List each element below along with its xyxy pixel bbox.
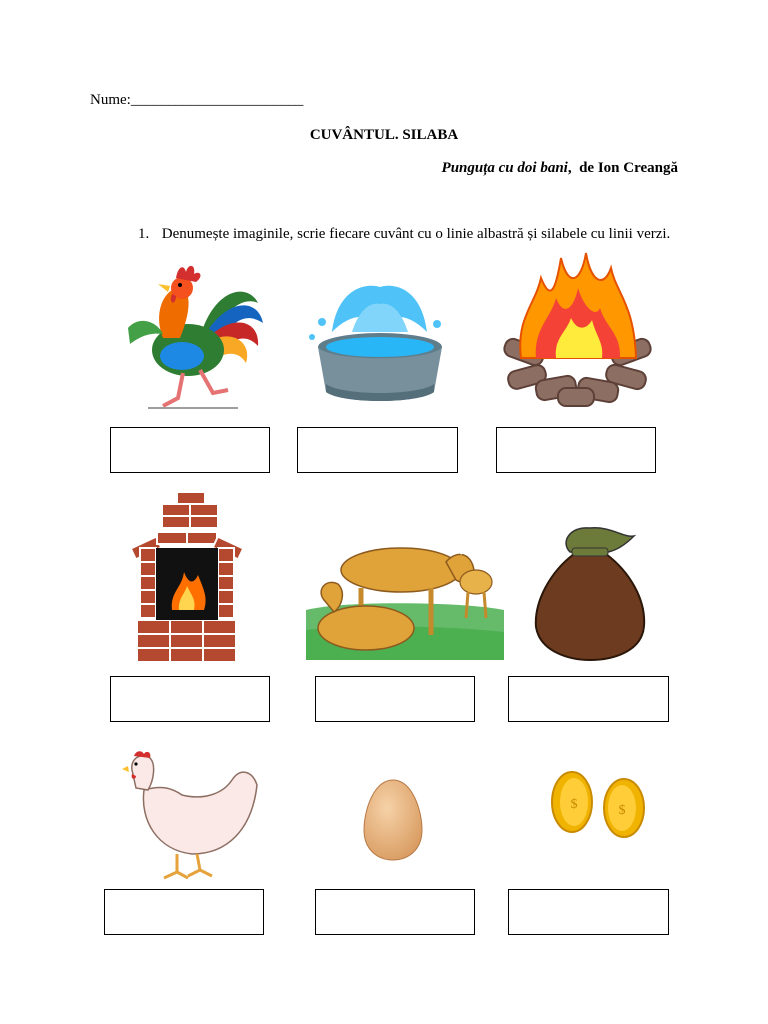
answer-box-6[interactable] (508, 676, 669, 722)
answer-box-2[interactable] (297, 427, 458, 473)
answer-box-7[interactable] (104, 889, 264, 935)
oven-icon (122, 490, 252, 672)
svg-text:$: $ (618, 803, 626, 818)
egg-icon (362, 778, 424, 862)
svg-text:$: $ (570, 797, 578, 812)
answer-box-9[interactable] (508, 889, 669, 935)
exercise-text: Denumește imaginile, scrie fiecare cuvânt cu o linie albastră și silabele cu linii verzi. (161, 226, 671, 242)
subtitle-separator: , (567, 160, 572, 176)
name-field (90, 92, 303, 109)
answer-box-1[interactable] (110, 427, 270, 473)
hen-icon (122, 750, 264, 882)
work-title: Punguța cu doi bani (441, 160, 568, 176)
answer-box-5[interactable] (315, 676, 475, 722)
fountain-icon (302, 262, 457, 407)
cows-icon (306, 540, 504, 660)
fire-icon (496, 248, 661, 413)
exercise-instruction (138, 226, 670, 243)
answer-box-3[interactable] (496, 427, 656, 473)
author-name: de Ion Creangă (579, 160, 678, 176)
sack-icon (530, 522, 650, 662)
answer-box-4[interactable] (110, 676, 270, 722)
name-blank-line[interactable]: _______________________ (130, 92, 304, 108)
name-label: Nume: (90, 92, 131, 108)
coins-icon (548, 768, 648, 842)
answer-box-8[interactable] (315, 889, 475, 935)
rooster-icon (108, 258, 268, 413)
exercise-number: 1. (138, 226, 150, 242)
subtitle (442, 160, 678, 177)
page-title: CUVÂNTUL. SILABA (309, 127, 459, 143)
